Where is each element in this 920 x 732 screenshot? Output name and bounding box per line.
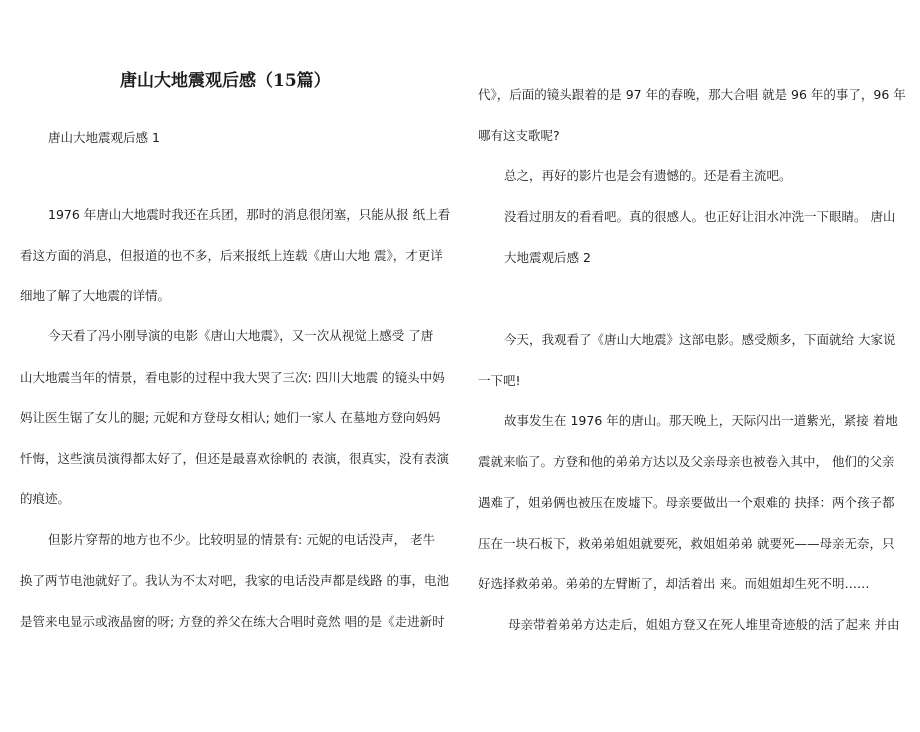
paragraph-line: 今天，我观看了《唐山大地震》这部电影。感受颇多，下面就给 大家说 [504, 332, 896, 347]
paragraph-line: 今天看了冯小刚导演的电影《唐山大地震》，又一次从视觉上感受 了唐 [48, 328, 434, 343]
paragraph-line: 妈让医生锯了女儿的腿; 元妮和方登母女相认; 她们一家人 在墓地方登向妈妈 [20, 410, 441, 425]
paragraph-line: 忏悔，这些演员演得都太好了，但还是最喜欢徐帆的 表演，很真实，没有表演 [20, 451, 449, 466]
paragraph-line: 换了两节电池就好了。我认为不太对吧，我家的电话没声都是线路 的事，电池 [20, 573, 449, 588]
paragraph-line: 的痕迹。 [20, 491, 71, 506]
paragraph-line: 压在一块石板下，救弟弟姐姐就要死，救姐姐弟弟 就要死——母亲无奈，只 [478, 536, 895, 551]
paragraph-line: 好选择救弟弟。弟弟的左臂断了，却活着出 来。而姐姐却生死不明…… [478, 576, 870, 591]
page-title: 唐山大地震观后感（15篇） [120, 71, 331, 91]
paragraph-line: 一下吧! [478, 373, 521, 388]
paragraph-line: 没看过朋友的看看吧。真的很感人。也正好让泪水冲洗一下眼睛。 唐山 [504, 209, 896, 224]
paragraph-line: 总之，再好的影片也是会有遗憾的。还是看主流吧。 [504, 168, 792, 183]
paragraph-line: 故事发生在 1976 年的唐山。那天晚上，天际闪出一道紫光，紧接 着地 [504, 413, 898, 428]
section-heading-2: 大地震观后感 2 [504, 250, 591, 265]
paragraph-line: 是管来电显示或液晶窗的呀; 方登的养父在练大合唱时竟然 唱的是《走进新时 [20, 614, 445, 629]
paragraph-line: 哪有这支歌呢? [478, 128, 560, 143]
paragraph-line: 代》，后面的镜头跟着的是 97 年的春晚，那大合唱 就是 96 年的事了，96 年 [478, 87, 906, 102]
section-heading-1: 唐山大地震观后感 1 [48, 130, 160, 145]
paragraph-line: 细地了解了大地震的详情。 [20, 288, 171, 303]
paragraph-line: 遇难了，姐弟俩也被压在废墟下。母亲要做出一个艰难的 抉择：两个孩子都 [478, 495, 895, 510]
paragraph-line: 震就来临了。方登和他的弟弟方达以及父亲母亲也被卷入其中， 他们的父亲 [478, 454, 895, 469]
paragraph-line: 但影片穿帮的地方也不少。比较明显的情景有: 元妮的电话没声， 老牛 [48, 532, 436, 547]
paragraph-line: 山大地震当年的情景，看电影的过程中我大哭了三次: 四川大地震 的镜头中妈 [20, 370, 445, 385]
paragraph-line: 母亲带着弟弟方达走后，姐姐方登又在死人堆里奇迹般的活了起来 并由 [508, 617, 900, 632]
paragraph-line: 1976 年唐山大地震时我还在兵团，那时的消息很闭塞，只能从报 纸上看 [48, 207, 451, 222]
paragraph-line: 看这方面的消息，但报道的也不多，后来报纸上连载《唐山大地 震》，才更详 [20, 248, 443, 263]
